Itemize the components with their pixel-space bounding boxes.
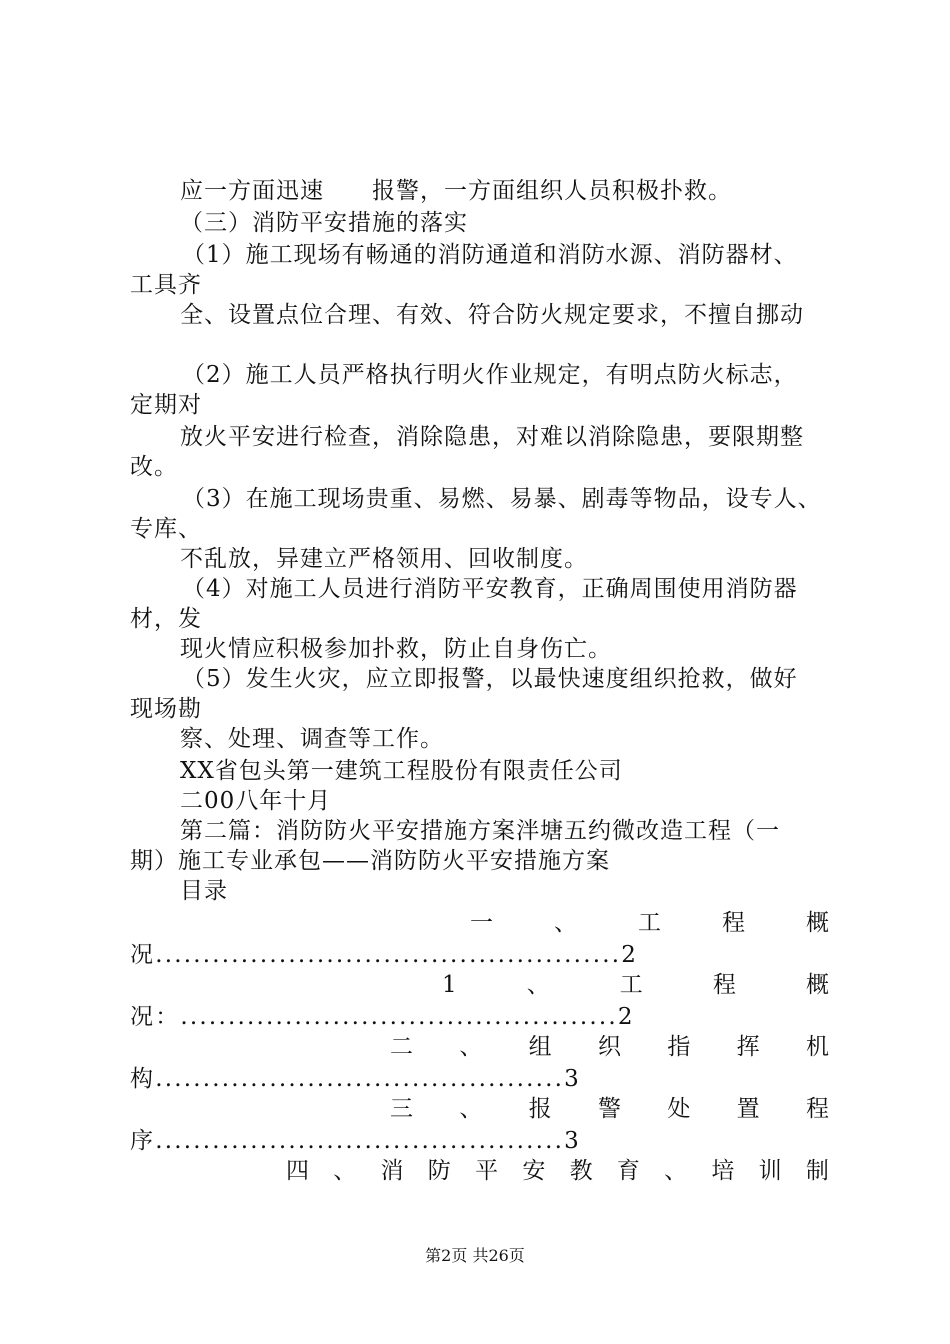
toc-char: 、: [333, 1158, 358, 1184]
toc-char: 二: [390, 1034, 414, 1060]
toc-char: 四: [286, 1158, 310, 1184]
toc-char: 警: [597, 1096, 622, 1122]
toc-char: 报: [528, 1096, 553, 1122]
text-line: （1）施工现场有畅通的消防通道和消防水源、消防器材、: [182, 242, 798, 268]
toc-entry-head: [390, 1032, 830, 1062]
toc-char: 一: [470, 910, 494, 936]
toc-char: 程: [722, 910, 746, 936]
toc-entry-tail: 况.................................................2: [130, 942, 639, 968]
toc-char: 、: [526, 972, 551, 998]
toc-char: 制: [805, 1158, 830, 1184]
text-line: 不乱放，异建立严格领用、回收制度。: [180, 546, 588, 572]
toc-char: 程: [805, 1096, 830, 1122]
text-line: 放火平安进行检查，消除隐患，对难以消除隐患，要限期整: [180, 424, 804, 450]
toc-entry-head: [442, 970, 830, 1000]
toc-entry-tail: 况：..............................................2: [130, 1004, 635, 1030]
toc-char: 织: [597, 1034, 622, 1060]
company-name: XX省包头第一建筑工程股份有限责任公司: [180, 758, 623, 784]
toc-char: 安: [522, 1158, 547, 1184]
toc-char: 平: [475, 1158, 500, 1184]
toc-char: 机: [805, 1034, 830, 1060]
text-line: 材，发: [130, 606, 202, 632]
toc-char: 置: [736, 1096, 761, 1122]
text-line: （3）在施工现场贵重、易燃、易暴、剧毒等物品，设专人、: [182, 486, 822, 512]
text-line: 工具齐: [130, 272, 202, 298]
toc-char: 、: [664, 1158, 689, 1184]
toc-char: 三: [390, 1096, 414, 1122]
toc-entry-tail: 构...........................................3: [130, 1066, 582, 1092]
toc-entry-head: [470, 908, 830, 938]
toc-entry-tail: 序...........................................3: [130, 1128, 582, 1154]
text-line: 应一方面迅速 报警，一方面组织人员积极扑救。: [180, 178, 732, 204]
toc-char: 培: [711, 1158, 736, 1184]
toc-char: 指: [667, 1034, 692, 1060]
text-line: 现场勘: [130, 696, 202, 722]
text-line: 定期对: [130, 392, 202, 418]
toc-char: 概: [805, 972, 830, 998]
toc-char: 1: [442, 972, 458, 998]
text-line: 察、处理、调查等工作。: [180, 726, 444, 752]
toc-char: 教: [569, 1158, 594, 1184]
toc-entry-head: [390, 1094, 830, 1124]
text-line: （5）发生火灾，应立即报警，以最快速度组织抢救，做好: [182, 666, 798, 692]
toc-char: 处: [667, 1096, 692, 1122]
toc-char: 消: [380, 1158, 405, 1184]
toc-entry-head: [286, 1156, 830, 1186]
toc-char: 程: [712, 972, 737, 998]
text-line: 现火情应积极参加扑救，防止自身伤亡。: [180, 636, 612, 662]
toc-char: 防: [427, 1158, 452, 1184]
text-line: （2）施工人员严格执行明火作业规定，有明点防火标志，: [182, 362, 798, 388]
text-line: （4）对施工人员进行消防平安教育，正确周围使用消防器: [182, 576, 798, 602]
toc-char: 、: [554, 910, 578, 936]
toc-char: 挥: [736, 1034, 761, 1060]
toc-char: 工: [619, 972, 644, 998]
text-line: 全、设置点位合理、有效、符合防火规定要求，不擅自挪动: [180, 302, 804, 328]
toc-heading: 目录: [180, 878, 228, 904]
toc-char: 组: [528, 1034, 553, 1060]
toc-char: 工: [638, 910, 662, 936]
text-line: 改。: [130, 454, 178, 480]
chapter-title: 第二篇：消防防火平安措施方案泮塘五约微改造工程（一: [180, 818, 780, 844]
toc-char: 育: [616, 1158, 641, 1184]
toc-char: 、: [459, 1096, 484, 1122]
toc-char: 概: [806, 910, 830, 936]
page-footer: 第2页 共26页: [425, 1246, 525, 1265]
date-line: 二00八年十月: [180, 788, 332, 814]
text-line: 专库、: [130, 516, 202, 542]
toc-char: 训: [758, 1158, 783, 1184]
chapter-title-cont: 期）施工专业承包——消防防火平安措施方案: [130, 848, 610, 874]
section-heading: （三）消防平安措施的落实: [180, 210, 468, 236]
toc-char: 、: [459, 1034, 484, 1060]
